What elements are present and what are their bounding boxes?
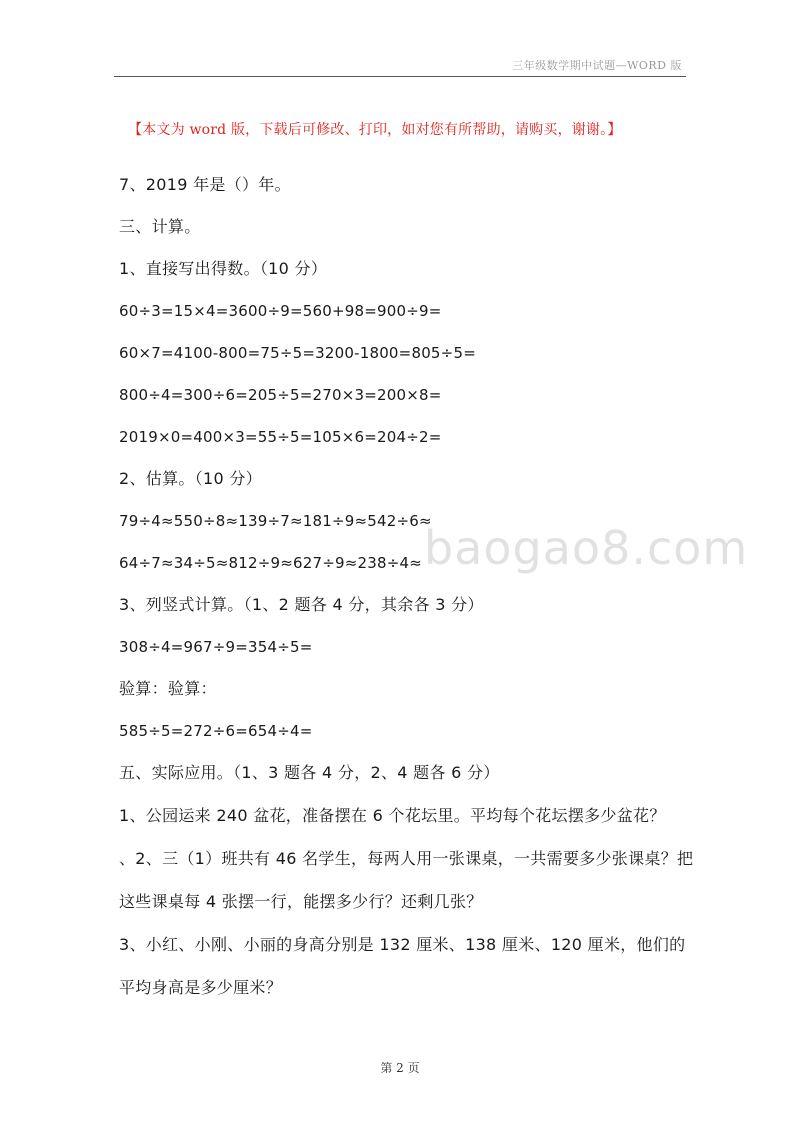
word-problem: 、2、三（1）班共有 46 名学生，每两人用一张课桌，一共需要多少张课桌？把这些课桌每 4 张摆一行，能摆多少行？还剩几张？ [119,849,694,911]
header-title: 三年级数学期中试题—WORD 版 [512,59,682,72]
formula-line: 79÷4≈550÷8≈139÷7≈181÷9≈542÷6≈ [119,512,432,530]
section-heading: 五、实际应用。（1、3 题各 4 分，2、4 题各 6 分） [119,763,500,782]
formula-line: 308÷4=967÷9=354÷5= [119,638,313,656]
formula-line: 800÷4=300÷6=205÷5=270×3=200×8= [119,386,442,404]
section-heading: 三、计算。 [119,217,201,236]
header-divider [114,76,686,77]
question-line: 3、列竖式计算。（1、2 题各 4 分，其余各 3 分） [119,595,484,614]
page-number: 第 2 页 [380,1061,420,1075]
formula-line: 2019×0=400×3=55÷5=105×6=204÷2= [119,428,442,446]
purchase-notice: 【本文为 word 版，下载后可修改、打印，如对您有所帮助，请购买，谢谢。】 [128,122,622,138]
document-body [119,164,694,1009]
question-line: 2、估算。（10 分） [119,469,262,488]
formula-line: 585÷5=272÷6=654÷4= [119,722,313,740]
question-line: 1、直接写出得数。（10 分） [119,259,328,278]
check-label: 验算：验算： [119,679,217,698]
question-line: 7、2019 年是（）年。 [119,175,291,194]
formula-line: 60×7=4100-800=75÷5=3200-1800=805÷5= [119,344,476,362]
formula-line: 60÷3=15×4=3600÷9=560+98=900÷9= [119,302,442,320]
formula-line: 64÷7≈34÷5≈812÷9≈627÷9≈238÷4≈ [119,554,423,572]
word-problem: 3、小红、小刚、小丽的身高分别是 132 厘米、138 厘米、120 厘米，他们的平均身高是多少厘米？ [119,935,686,997]
watermark: baogao8.com [424,521,749,575]
word-problem: 1、公园运来 240 盆花，准备摆在 6 个花坛里。平均每个花坛摆多少盆花？ [119,806,666,825]
